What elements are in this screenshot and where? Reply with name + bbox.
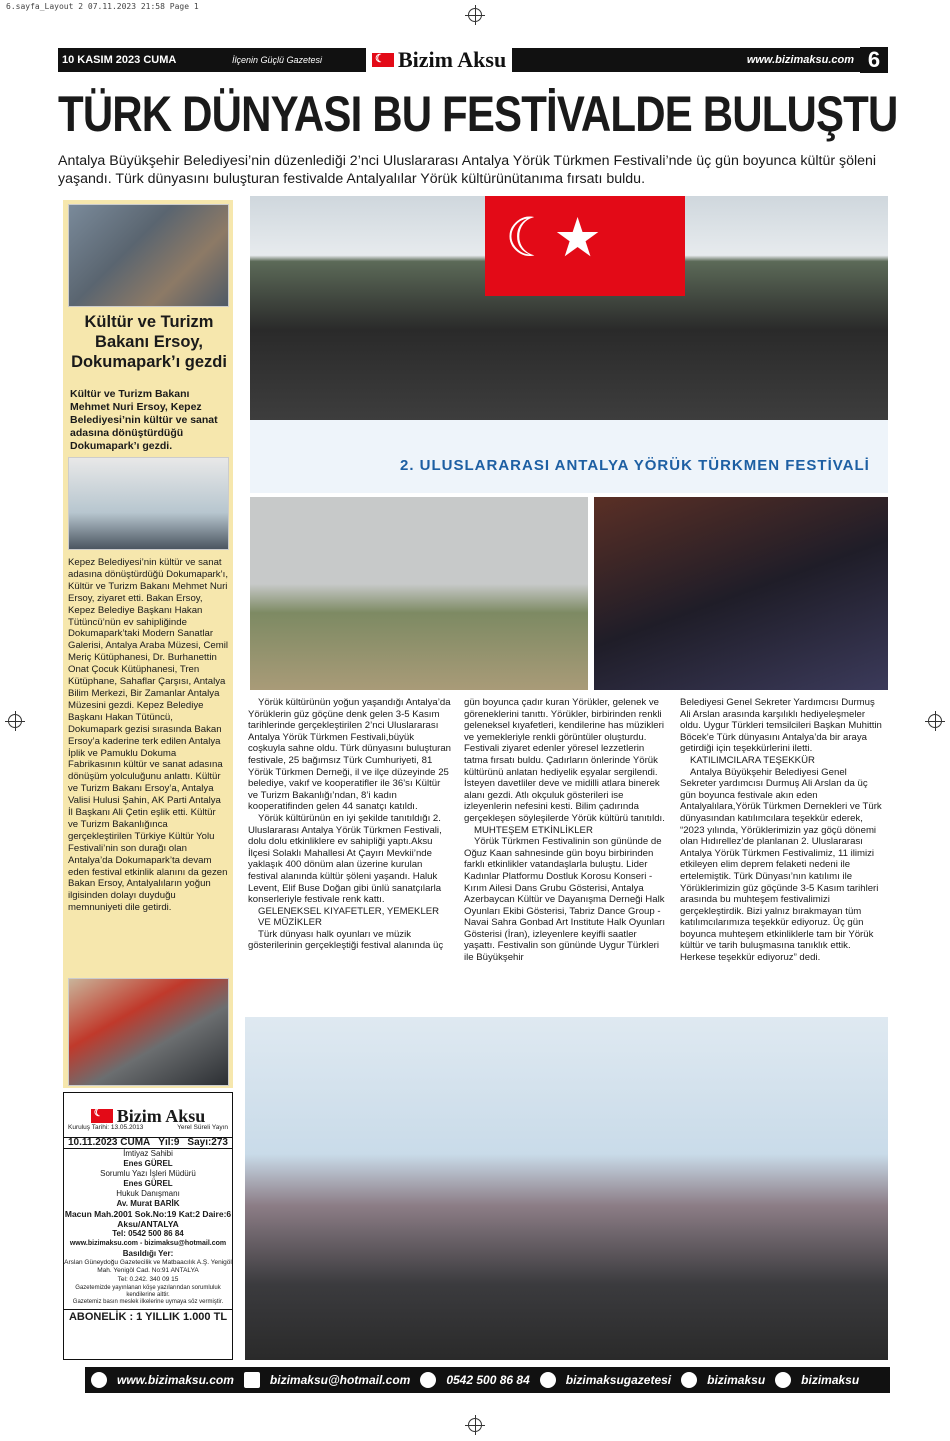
footer-bar — [85, 1367, 890, 1393]
phone: Tel: 0542 500 86 84 — [112, 1229, 184, 1238]
subheading: KATILIMCILARA TEŞEKKÜR — [690, 754, 815, 766]
paragraph: Belediyesi Genel Sekreter Yardımcısı Durmuş Ali Arslan arasında karşılıklı hediyeleşmeler oldu. Uygur Türkleri temsilcileri Başkan Muhittin Böcek’e Türk dünyasını Antalya’da bir araya getirdiği için teşekkürlerini iletti. — [680, 697, 882, 755]
festival-banner-text: 2. ULUSLARARASI ANTALYA YÖRÜK TÜRKMEN FESTİVALİ — [400, 457, 870, 474]
publication-type: Yerel Süreli Yayın — [177, 1124, 228, 1131]
subheading: GELENEKSEL KIYAFETLER, YEMEKLER VE MÜZİKLER — [258, 905, 440, 929]
imprint-issue: Sayı:273 — [187, 1137, 228, 1148]
imprint-date: 10.11.2023 CUMA — [68, 1137, 151, 1148]
slogan: İlçenin Güçlü Gazetesi — [232, 55, 323, 65]
footer-twitter[interactable]: bizimaksu — [801, 1373, 860, 1387]
registration-mark — [468, 1418, 482, 1432]
sidebar-body: Kepez Belediyesi’nin kültür ve sanat adasına dönüştürdüğü Dokumapark’ı, Kültür ve Turizm Bakanı Mehmet Nuri Ersoy, ziyaret etti. Bakan Ersoy, Kepez Belediye Başkanı Hakan Tütüncü’nün ev sahipliğinde Dokumapark’taki Modern Sanatlar Galerisi, Antalya Araba Müzesi, Cemil Meriç Kütüphanesi, Dr. Burhanettin Onat Çocuk Kütüphanesi, Tren Kütüphane, Sahaflar Çarşısı, Antalya Bilim Merkezi, Bir Zamanlar Antalya Müzesini gezdi. Kepez Belediye Başkanı Hakan Tütüncü, Dokumapark gezisi sırasında Bakan Ersoy’a kaderine terk edilen Antalya İplik ve Pamuklu Dokuma Fabrikasının kültür ve sanat adasına dönüşüm yolculuğunu anlattı. Kültür ve Turizm Bakanı Ersoy’a, Antalya Valisi Hulusi Şahin, AK Parti Antalya İl Başkanı Ali Çetin eşlik etti. Kültür ve Turizm Bakanlığınca gerçekleştirilen Türkiye Kültür Yolu Festivali’nin son durağı olan Antalya’da Dokumapark’ta devam eden festival etkinlik alanını da gezen Bakan Ersoy, Antalyalıların yoğun ilgisinden dolayı duyduğu memnuniyeti dile getirdi. — [68, 557, 228, 914]
legal-label: Hukuk Danışmanı — [116, 1189, 180, 1198]
headline: TÜRK DÜNYASI BU FESTİVALDE BULUŞTU — [58, 86, 898, 142]
paragraph: Yörük Türkmen Festivalinin son gününde de Oğuz Kaan sahnesinde gün boyu birbirinden farklı etkinlikler vatandaşlarla buluştu. Lider Kadınlar Platformu Dostluk Korosu Konseri - Kırım Ailesi Dans Grubu Gösterisi, Antalya Azerbaycan Kültür ve Dayanışma Derneği Halk Oyunları Ekibi Gösterisi, Tabriz Dance Group - Navai Sahra Gonbad Art Institute Halk Oyunları Gösterisi (İran), izleyenlere keyifli saatler yaşattı. Festivalin son gününde Uygur Türkleri ile Büyükşehir — [464, 836, 666, 964]
founded: Kuruluş Tarihi: 13.05.2013 — [68, 1124, 144, 1131]
flag-backdrop — [485, 196, 685, 296]
owner-label: İmtiyaz Sahibi — [123, 1149, 173, 1158]
article-column-3 — [680, 697, 885, 964]
stage-group-photo — [245, 1017, 888, 1360]
sidebar-photo-group — [68, 457, 229, 550]
sidebar-photo-aircraft — [68, 978, 229, 1086]
address: Macun Mah.2001 Sok.No:19 Kat:2 Daire:6 Aksu/ANTALYA — [64, 1209, 232, 1229]
subheading: MUHTEŞEM ETKİNLİKLER — [474, 824, 593, 836]
imprint-year: Yıl:9 — [158, 1137, 180, 1148]
paragraph: Türk dünyası halk oyunları ve müzik gösterilerinin gerçekleştiği festival alanında üç — [248, 928, 444, 952]
footer-facebook[interactable]: bizimaksugazetesi — [565, 1373, 672, 1387]
turkish-flag-icon — [372, 53, 394, 67]
issue-date: 10 KASIM 2023 CUMA — [62, 54, 177, 66]
lead-paragraph: Antalya Büyükşehir Belediyesi’nin düzenlediği 2’nci Uluslararası Antalya Yörük Türkmen Festivali’nde üç gün boyunca kültür şöleni yaşandı. Türk dünyasını buluşturan festivalde Antalyalılar Yörük kültürünütanıma fırsatı buldu. — [58, 153, 877, 187]
web-email[interactable]: www.bizimaksu.com - bizimaksu@hotmail.com — [69, 1240, 227, 1247]
editor: Enes GÜREL — [123, 1179, 173, 1188]
print-slug: 6.sayfa_Layout 2 07.11.2023 21:58 Page 1 — [6, 2, 199, 11]
imprint-logo-text: Bizim Aksu — [116, 1106, 206, 1126]
logo-text: Bizim Aksu — [398, 47, 507, 72]
turkish-flag-icon — [91, 1109, 113, 1123]
facebook-icon — [540, 1372, 556, 1388]
girl-traditional-costume-photo — [594, 497, 888, 690]
paragraph: Antalya Büyükşehir Belediyesi Genel Sekreter yardımcısı Durmuş Ali Arslan da üç gün boyunca festivale akın eden Antalyalılara,Yörük Türkmen Dernekleri ve Türk dünyasından katılımcılara teşekkür ederek, “2023 yılında, Yörüklerimizin yaz göçü dönemi olan Hıdırellez’de planlanan 2. Uluslararası Antalya Yörük Türkmen Festivalimiz, 11 ilimizi etkileyen elim deprem felaketi nedeni ile ertelemiştik. Türk Dünyası’nın katılımı ile Yörüklerimizin güz göçünde 3-5 Kasım tarihleri arasında bu muhteşem festivalimizi gerçekleştirdik. Bizi yalnız bırakmayan tüm katılımcılarımıza teşekkür ediyoruz. Üç gün boyunca muhteşem etkinliklerle tam bir Yörük kültür ve tarih buluşmasına tanıklık ettik. Herkese teşekkür ediyoruz” dedi. — [680, 766, 882, 964]
website[interactable]: www.bizimaksu.com — [746, 54, 854, 66]
footer-web[interactable]: www.bizimaksu.com — [117, 1373, 234, 1387]
footer-phone[interactable]: 0542 500 86 84 — [446, 1373, 530, 1387]
sidebar-photo-museum — [68, 204, 229, 307]
printer-label: Basıldığı Yer: — [122, 1249, 174, 1258]
mail-icon — [244, 1372, 260, 1388]
registration-mark — [468, 8, 482, 22]
sidebar-title: Kültür ve Turizm Bakanı Ersoy, Dokumapark’ı gezdi — [71, 313, 227, 371]
twitter-icon — [775, 1372, 791, 1388]
footer-instagram[interactable]: bizimaksu — [707, 1373, 766, 1387]
note: Gazetemizde yayınlanan köşe yazılarından sorumluluk kendilerine aittir. — [75, 1285, 221, 1298]
registration-mark — [8, 714, 22, 728]
footer-mail[interactable]: bizimaksu@hotmail.com — [269, 1373, 411, 1387]
printer-phone: Tel: 0.242. 340 09 15 — [117, 1276, 179, 1283]
legal-advisor: Av. Murat BARİK — [116, 1199, 180, 1208]
paragraph: gün boyunca çadır kuran Yörükler, gelenek ve göreneklerini tanıttı. Yörükler, birbirinden renkli geleneksel kıyafetleri, kendilerine has müzikleri ve yemekleriyle renkli görüntüler oluşturdu. Festivali ziyaret edenler yöresel lezzetlerin tatma fırsatı buldu. Çadırların önlerinde Yörük kültürünü anlatan hediyelik eşyalar sergilendi. İsteyen davetliler deve ve midilli atlara binerek alanı gezdi. Atlı okçuluk gösterileri ise izleyenlerin nefesini kesti. Bilim çadırında gerçekleşen söyleşilerde Yörük kültürü tanıtıldı. — [464, 697, 665, 824]
article-column-1 — [248, 697, 453, 952]
horse-rider-photo — [250, 497, 588, 690]
article-column-2 — [464, 697, 669, 964]
globe-icon — [91, 1372, 107, 1388]
page-number: 6 — [860, 47, 888, 73]
sidebar-subtitle: Kültür ve Turizm Bakanı Mehmet Nuri Ersoy, Kepez Belediyesi’nin kültür ve sanat adasına dönüştürdüğü Dokumapark’ı gezdi. — [70, 388, 218, 452]
instagram-icon — [681, 1372, 697, 1388]
note: Gazetemiz basın meslek ilkelerine uymaya söz vermiştir. — [72, 1299, 224, 1305]
header-bar — [58, 48, 888, 72]
printer: Arslan Güneydoğu Gazetecilik ve Matbaacılık A.Ş. Yenigöl Mah. Yenigöl Cad. No:91 ANTALYA — [64, 1259, 232, 1274]
subscription: ABONELİK : 1 YILLIK 1.000 TL — [64, 1309, 232, 1322]
whatsapp-icon — [420, 1372, 436, 1388]
paragraph: Yörük kültürünün yoğun yaşandığı Antalya’da Yörüklerin güz göçüne denk gelen 3-5 Kasım tarihlerinde gerçekleştirilen 2’nci Uluslararası Antalya Yörük Türkmen Festivali,büyük coşkuyla sahne oldu. Türk dünyasını buluşturan festivale, 25 bağımsız Türk Cumhuriyeti, 81 Yörük Türkmen Derneği, il ve ilçe düzeyinde 25 belediye, vakıf ve kooperatifler ile 36’sı Kültür ve Turizm Bakanlığı’ndan, 8’i kadın kooperatifinden gelen 44 sanatçı katıldı. — [248, 697, 452, 813]
registration-mark — [928, 714, 942, 728]
imprint-issue-row — [64, 1137, 232, 1149]
paragraph: Yörük kültürünün en iyi şekilde tanıtıldığı 2. Uluslararası Antalya Yörük Türkmen Festivali, dolu dolu etkinliklere ev sahipliği yaptı.Aksu İlçesi Solaklı Mahallesi At Çayırı Mevkii’nde yaklaşık 400 dönüm alan üzerine kurulan festival alanında kültür şöleni yaşandı. Haluk Levent, Elif Buse Doğan gibi ünlü sanatçılarla konserleriyle festivale renk kattı. — [248, 812, 442, 906]
masthead-logo — [366, 48, 512, 72]
imprint-box — [63, 1092, 233, 1360]
owner: Enes GÜREL — [123, 1159, 173, 1168]
editor-label: Sorumlu Yazı İşleri Müdürü — [100, 1169, 196, 1178]
imprint-logo — [64, 1106, 232, 1126]
